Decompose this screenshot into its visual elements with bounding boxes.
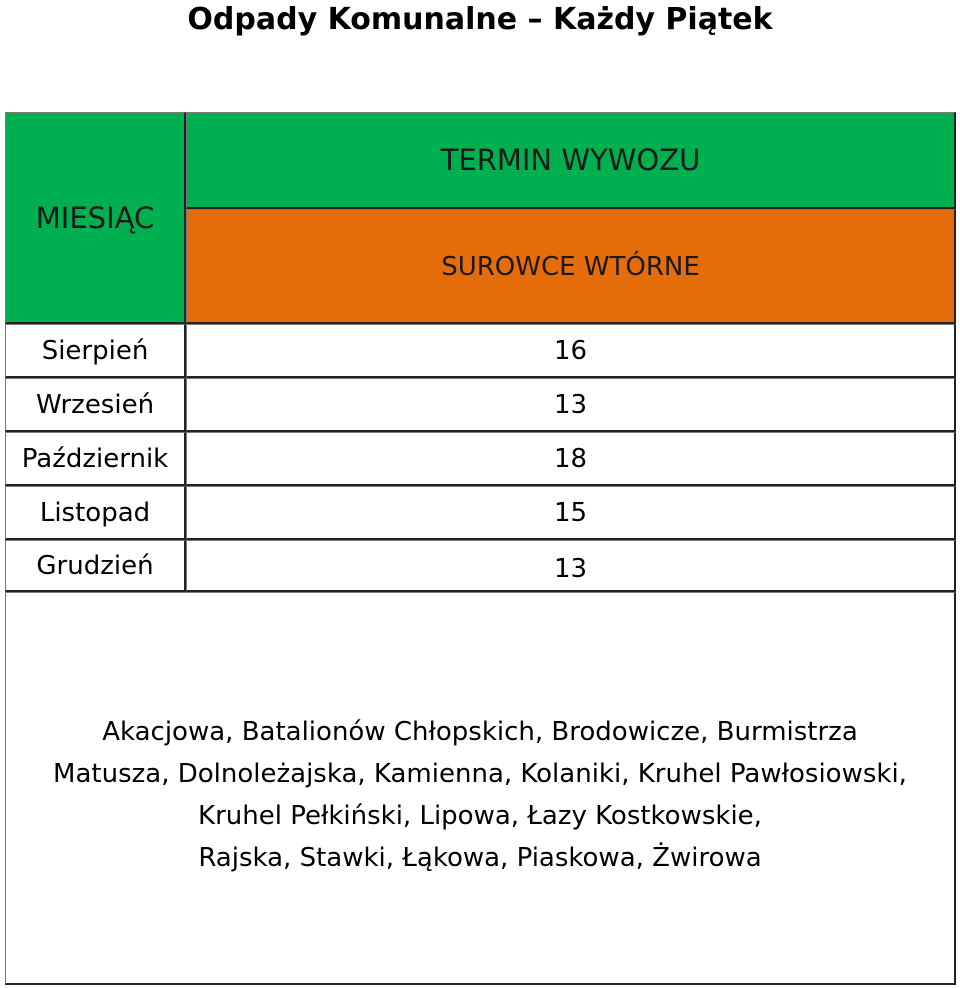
streets-line: Matusza, Dolnoleżajska, Kamienna, Kolaniki, Kruhel Pawłosiowski, bbox=[53, 759, 907, 789]
streets-list bbox=[6, 711, 954, 879]
streets-line: Kruhel Pełkiński, Lipowa, Łazy Kostkowskie, bbox=[198, 801, 762, 831]
pickup-day-cell: 18 bbox=[186, 432, 956, 486]
pickup-day-cell: 13 bbox=[186, 540, 956, 592]
month-cell: Październik bbox=[5, 432, 186, 486]
pickup-day-cell: 16 bbox=[186, 324, 956, 378]
month-cell: Sierpień bbox=[5, 324, 186, 378]
month-cell: Wrzesień bbox=[5, 378, 186, 432]
category-header-cell bbox=[186, 209, 956, 324]
category-header-label: SUROWCE WTÓRNE bbox=[441, 252, 700, 282]
month-header-label: MIESIĄC bbox=[35, 201, 155, 235]
streets-cell bbox=[5, 592, 956, 985]
streets-line: Rajska, Stawki, Łąkowa, Piaskowa, Żwirowa bbox=[198, 843, 762, 873]
streets-line: Akacjowa, Batalionów Chłopskich, Brodowicze, Burmistrza bbox=[102, 717, 858, 747]
month-header-cell bbox=[5, 112, 186, 324]
month-cell: Grudzień bbox=[5, 540, 186, 592]
term-header-label: TERMIN WYWOZU bbox=[440, 143, 701, 177]
pickup-day-cell: 15 bbox=[186, 486, 956, 540]
month-cell: Listopad bbox=[5, 486, 186, 540]
term-header-cell bbox=[186, 112, 956, 209]
page-title: Odpady Komunalne – Każdy Piątek bbox=[187, 2, 773, 37]
pickup-day-cell: 13 bbox=[186, 378, 956, 432]
